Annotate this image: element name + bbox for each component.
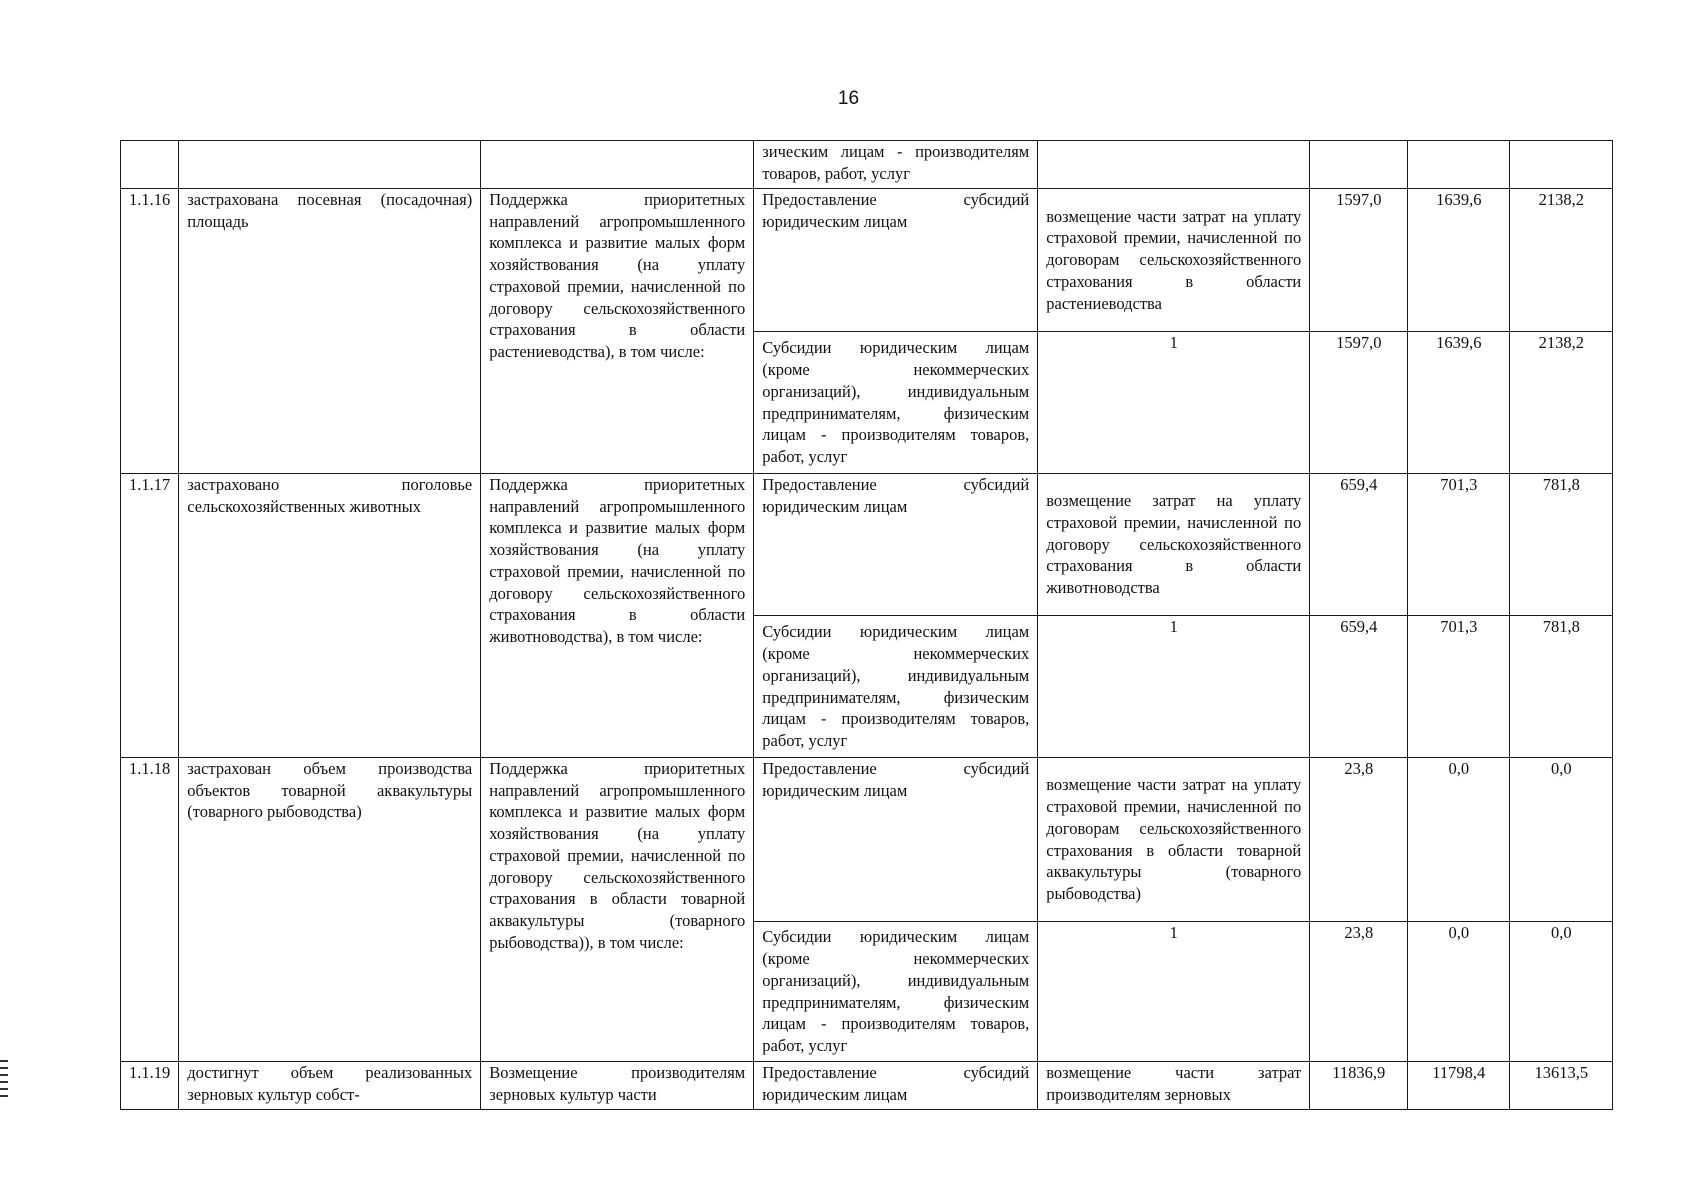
table-row — [121, 189, 1613, 332]
result-cell — [179, 141, 481, 189]
value-year-1: 1597,0 — [1310, 332, 1408, 474]
subsidy-purpose: 1 — [1038, 616, 1310, 758]
value-year-1: 659,4 — [1310, 474, 1408, 616]
value-year-3: 2138,2 — [1510, 189, 1613, 332]
subsidy-purpose: возмещение части затрат на уплату страховой премии, начисленной по договорам сельскохозяйственного страхования в области товарной аквакультуры (товарного рыбоводства) — [1038, 758, 1310, 922]
value-cell — [1310, 141, 1408, 189]
value-year-1: 23,8 — [1310, 922, 1408, 1062]
result-indicator: застрахована посевная (посадочная) площадь — [179, 189, 481, 474]
table-row — [121, 474, 1613, 616]
table-row — [121, 758, 1613, 922]
purpose-cell — [1038, 141, 1310, 189]
result-indicator: застраховано поголовье сельскохозяйственных животных — [179, 474, 481, 758]
code-cell — [121, 141, 179, 189]
subsidy-object: Предоставление субсидий юридическим лицам — [754, 189, 1038, 332]
value-year-1: 659,4 — [1310, 616, 1408, 758]
table-row — [121, 1062, 1613, 1110]
value-cell — [1510, 141, 1613, 189]
margin-marks — [0, 1060, 8, 1102]
value-year-2: 11798,4 — [1408, 1062, 1510, 1110]
value-year-2: 1639,6 — [1408, 189, 1510, 332]
subsidy-purpose: 1 — [1038, 332, 1310, 474]
value-year-3: 2138,2 — [1510, 332, 1613, 474]
event-description: Поддержка приоритетных направлений агропромышленного комплекса и развитие малых форм хозяйствования (на уплату страховой премии, начисленной по договору сельскохозяйственного страхования в области растениеводства), в том числе: — [481, 189, 754, 474]
value-year-2: 0,0 — [1408, 758, 1510, 922]
value-year-2: 1639,6 — [1408, 332, 1510, 474]
page-number: 16 — [837, 88, 860, 109]
value-year-1: 23,8 — [1310, 758, 1408, 922]
subsidy-object: Субсидии юридическим лицам (кроме некоммерческих организаций), индивидуальным предпринимателям, физическим лицам - производителям товаров, работ, услуг — [754, 616, 1038, 758]
value-year-3: 0,0 — [1510, 922, 1613, 1062]
event-cell — [481, 141, 754, 189]
subsidy-object: Субсидии юридическим лицам (кроме некоммерческих организаций), индивидуальным предпринимателям, физическим лицам - производителям товаров, работ, услуг — [754, 332, 1038, 474]
subsidy-purpose: 1 — [1038, 922, 1310, 1062]
row-code: 1.1.17 — [121, 474, 179, 758]
result-indicator: достигнут объем реализованных зерновых культур собст- — [179, 1062, 481, 1110]
subsidy-object: Предоставление субсидий юридическим лицам — [754, 758, 1038, 922]
value-year-1: 1597,0 — [1310, 189, 1408, 332]
continuation-row — [121, 141, 1613, 189]
value-year-2: 701,3 — [1408, 474, 1510, 616]
value-year-3: 781,8 — [1510, 616, 1613, 758]
value-year-1: 11836,9 — [1310, 1062, 1408, 1110]
event-description: Поддержка приоритетных направлений агропромышленного комплекса и развитие малых форм хозяйствования (на уплату страховой премии, начисленной по договору сельскохозяйственного страхования в области животноводства), в том числе: — [481, 474, 754, 758]
row-code: 1.1.16 — [121, 189, 179, 474]
subsidy-purpose: возмещение части затрат на уплату страховой премии, начисленной по договорам сельскохозяйственного страхования в области растениеводства — [1038, 189, 1310, 332]
subsidy-object: Предоставление субсидий юридическим лицам — [754, 474, 1038, 616]
subsidy-object: Субсидии юридическим лицам (кроме некоммерческих организаций), индивидуальным предпринимателям, физическим лицам - производителям товаров, работ, услуг — [754, 922, 1038, 1062]
subsidy-object: Предоставление субсидий юридическим лицам — [754, 1062, 1038, 1110]
value-year-3: 781,8 — [1510, 474, 1613, 616]
value-year-3: 0,0 — [1510, 758, 1613, 922]
result-indicator: застрахован объем производства объектов товарной аквакультуры (товарного рыбоводства) — [179, 758, 481, 1062]
subsidy-table — [120, 140, 1613, 1110]
value-year-2: 701,3 — [1408, 616, 1510, 758]
row-code: 1.1.19 — [121, 1062, 179, 1110]
object-cell: зическим лицам - производителям товаров, работ, услуг — [754, 141, 1038, 189]
row-code: 1.1.18 — [121, 758, 179, 1062]
event-description: Поддержка приоритетных направлений агропромышленного комплекса и развитие малых форм хозяйствования (на уплату страховой премии, начисленной по договору сельскохозяйственного страхования в области товарной аквакультуры (товарного рыбоводства)), в том числе: — [481, 758, 754, 1062]
event-description: Возмещение производителям зерновых культур части — [481, 1062, 754, 1110]
subsidy-purpose: возмещение затрат на уплату страховой премии, начисленной по договору сельскохозяйственного страхования в области животноводства — [1038, 474, 1310, 616]
value-year-3: 13613,5 — [1510, 1062, 1613, 1110]
value-year-2: 0,0 — [1408, 922, 1510, 1062]
subsidy-purpose: возмещение части затрат производителям зерновых — [1038, 1062, 1310, 1110]
value-cell — [1408, 141, 1510, 189]
